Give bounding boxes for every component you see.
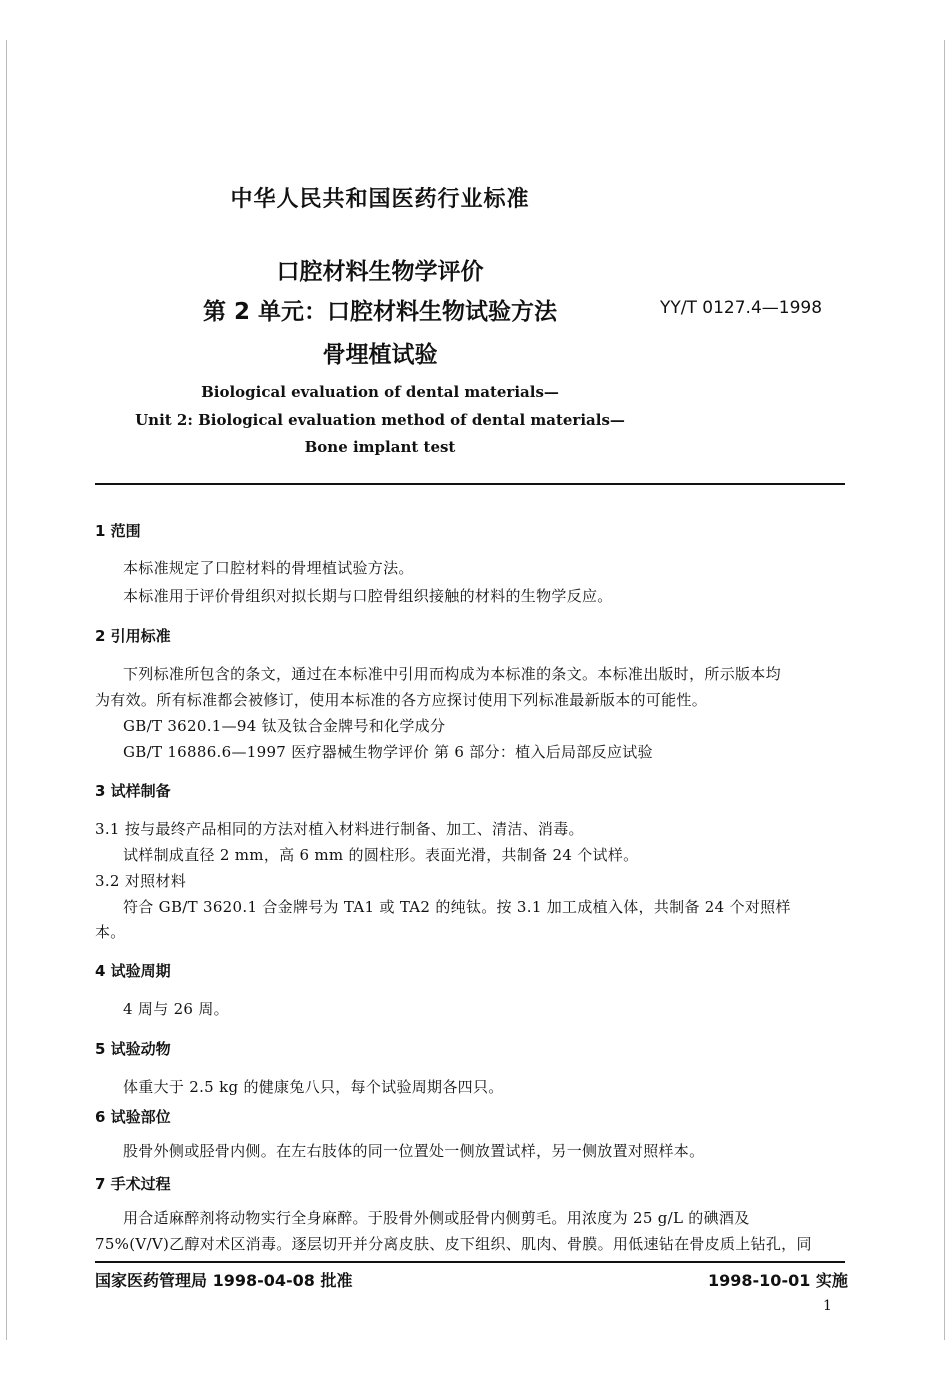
title-line-2: 第 2 单元：口腔材料生物试验方法 xyxy=(202,299,558,325)
section-1-heading: 1 范围 xyxy=(95,522,141,540)
section-6-heading: 6 试验部位 xyxy=(95,1108,171,1126)
org-title: 中华人民共和国医药行业标准 xyxy=(230,187,530,212)
header-rule xyxy=(95,483,845,485)
footer-rule xyxy=(95,1261,845,1263)
section-7-heading: 7 手术过程 xyxy=(95,1175,171,1193)
page-number: 1 xyxy=(823,1298,832,1314)
approval-line: 国家医药管理局 1998-04-08 批准 xyxy=(95,1271,353,1290)
scan-edge-left xyxy=(6,40,7,1340)
section-1-paragraph-2: 本标准用于评价骨组织对拟长期与口腔骨组织接触的材料的生物学反应。 xyxy=(123,587,613,605)
section-4-heading: 4 试验周期 xyxy=(95,962,171,980)
reference-1: GB/T 3620.1—94 钛及钛合金牌号和化学成分 xyxy=(123,717,446,735)
scan-edge-right xyxy=(944,40,945,1340)
clause-3-2-detail-line-1: 符合 GB/T 3620.1 合金牌号为 TA1 或 TA2 的纯钛。按 3.1 加工成植入体，共制备 24 个对照样 xyxy=(123,898,791,916)
section-6-paragraph: 股骨外侧或胫骨内侧。在左右肢体的同一位置处一侧放置试样，另一侧放置对照样本。 xyxy=(123,1142,705,1160)
section-4-paragraph: 4 周与 26 周。 xyxy=(123,1000,229,1018)
implementation-date: 1998-10-01 实施 xyxy=(708,1271,848,1290)
clause-3-1-detail: 试样制成直径 2 mm，高 6 mm 的圆柱形。表面光滑，共制备 24 个试样。 xyxy=(123,846,639,864)
english-title-line-3: Bone implant test xyxy=(304,438,456,456)
english-title-line-1: Biological evaluation of dental materials— xyxy=(201,383,559,401)
section-2-paragraph-line-1: 下列标准所包含的条文，通过在本标准中引用而构成为本标准的条文。本标准出版时，所示版本均 xyxy=(123,665,781,683)
section-7-paragraph-line-2: 75%(V/V)乙醇对术区消毒。逐层切开并分离皮肤、皮下组织、肌肉、骨膜。用低速钻在骨皮质上钻孔，同 xyxy=(95,1235,812,1253)
title-line-3: 骨埋植试验 xyxy=(322,342,438,368)
section-2-paragraph-line-2: 为有效。所有标准都会被修订，使用本标准的各方应探讨使用下列标准最新版本的可能性。 xyxy=(95,691,708,709)
section-1-paragraph-1: 本标准规定了口腔材料的骨埋植试验方法。 xyxy=(123,559,414,577)
standard-code: YY/T 0127.4—1998 xyxy=(660,298,823,318)
clause-3-1: 3.1 按与最终产品相同的方法对植入材料进行制备、加工、清洁、消毒。 xyxy=(95,820,584,838)
reference-2: GB/T 16886.6—1997 医疗器械生物学评价 第 6 部分：植入后局部反应试验 xyxy=(123,743,653,761)
section-2-heading: 2 引用标准 xyxy=(95,627,171,645)
section-7-paragraph-line-1: 用合适麻醉剂将动物实行全身麻醉。于股骨外侧或胫骨内侧剪毛。用浓度为 25 g/L 的碘酒及 xyxy=(123,1209,750,1227)
clause-3-2: 3.2 对照材料 xyxy=(95,872,187,890)
english-title-line-2: Unit 2: Biological evaluation method of dental materials— xyxy=(135,411,625,429)
title-line-1: 口腔材料生物学评价 xyxy=(276,259,484,285)
section-5-heading: 5 试验动物 xyxy=(95,1040,171,1058)
section-5-paragraph: 体重大于 2.5 kg 的健康兔八只，每个试验周期各四只。 xyxy=(123,1078,504,1096)
clause-3-2-detail-line-2: 本。 xyxy=(95,923,126,941)
section-3-heading: 3 试样制备 xyxy=(95,782,171,800)
